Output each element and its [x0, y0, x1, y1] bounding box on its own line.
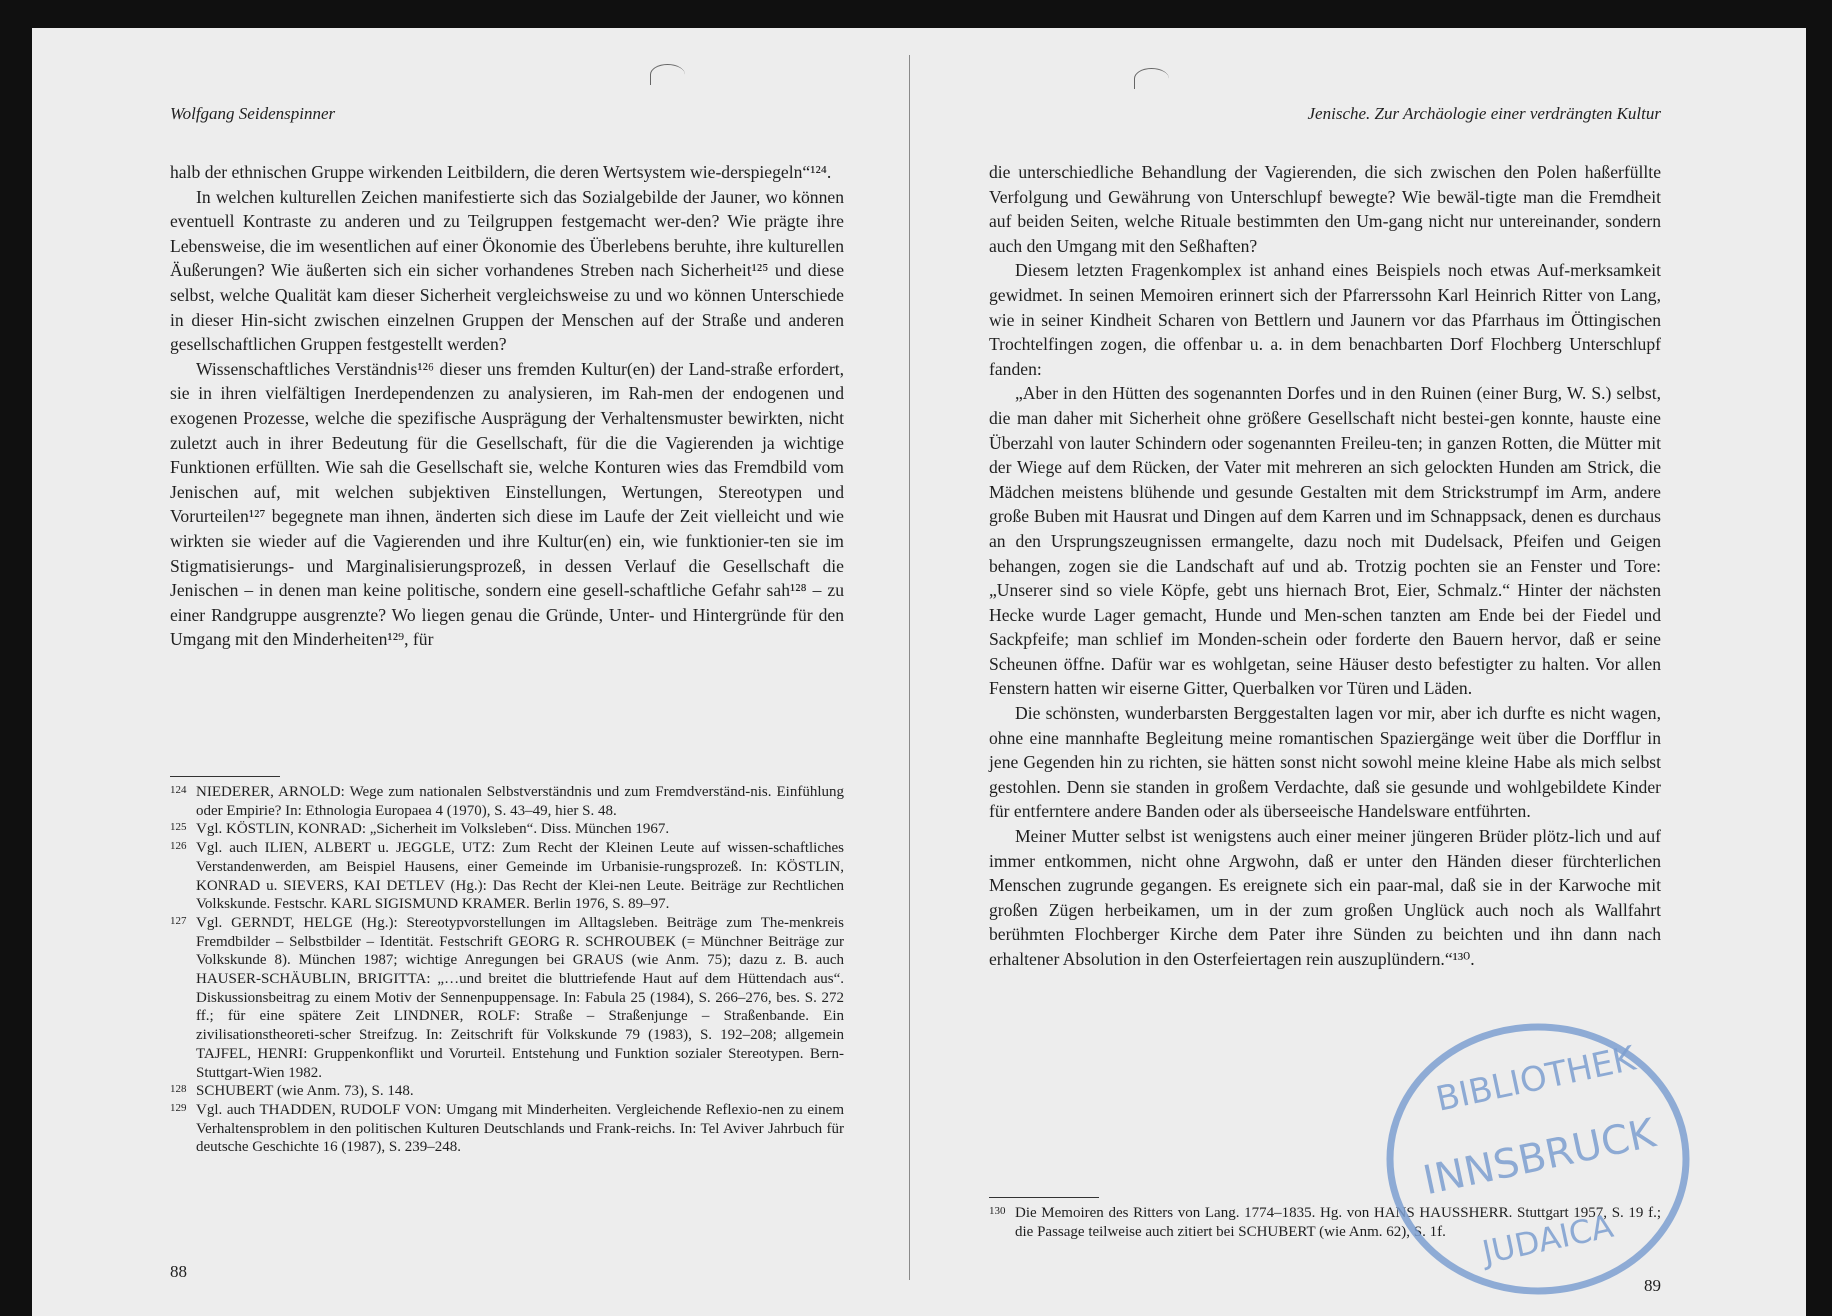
- footnote-rule: [170, 776, 280, 777]
- quotation-paragraph: Meiner Mutter selbst ist wenigstens auch einer meiner jüngeren Brüder plötz-lich und auf immer entkommen, nicht ohne Argwohn, daß er unter den Händen dieser fürchterlichen Menschen zugrunde gegangen. Es ereignete sich ein paar-mal, daß sie in der Karwoche mit großen Zügen herbeikamen, um in der zum großen Unglück auch noch als Wallfahrt berühmten Flochberger Kirche dem Pater ihre Sünden zu beichten und ihn dann nach erhaltener Absolution in den Osterfeiertagen rein auszuplündern.“¹³⁰.: [989, 826, 1661, 969]
- page-gutter: [909, 55, 910, 1280]
- footnote-number: 128: [170, 1083, 187, 1096]
- left-footnotes: [170, 783, 844, 1157]
- footnote-text: Vgl. KÖSTLIN, KONRAD: „Sicherheit im Volksleben“. Diss. München 1967.: [196, 821, 670, 838]
- footnote: [170, 914, 844, 1082]
- footnote-text: SCHUBERT (wie Anm. 73), S. 148.: [196, 1083, 414, 1100]
- footnote-text: NIEDERER, ARNOLD: Wege zum nationalen Selbstverständnis und zum Fremdverständ-nis. Einfühlung oder Empirie? In: Ethnologia Europaea 4 (1970), S. 43–49, hier S. 48.: [196, 784, 844, 819]
- footnote-text: Vgl. auch ILIEN, ALBERT u. JEGGLE, UTZ: Zum Recht der Kleinen Leute auf wissen-schaftliches Verstandenwerden, am Beispiel Hausens, einer Gemeinde im Urbanisie-rungsprozeß. In: KÖSTLIN, KONRAD u. SIEVERS, KAI DETLEV (Hg.): Das Recht der Klei-nen Leute. Beiträge zur Rechtlichen Volkskunde. Festschr. KARL SIGISMUND KRAMER. Berlin 1976, S. 89–97.: [196, 840, 844, 913]
- paragraph: halb der ethnischen Gruppe wirkenden Leitbildern, die deren Wertsystem wie-derspiegeln“¹²⁴.: [170, 162, 832, 182]
- punch-hole-mark: [1134, 68, 1169, 89]
- footnote: [170, 783, 844, 820]
- footnote-text: Vgl. auch THADDEN, RUDOLF VON: Umgang mit Minderheiten. Vergleichende Reflexio-nen zu einem Verhaltensproblem in den politischen Kulturen Deutschlands und Frank-reichs. In: Tel Aviver Jahrbuch für deutsche Geschichte 16 (1987), S. 239–248.: [196, 1101, 844, 1156]
- page-number: 89: [1644, 1276, 1661, 1295]
- left-body-text: [170, 160, 844, 652]
- footnote-number: 125: [170, 821, 187, 834]
- footnote-text: Die Memoiren des Ritters von Lang. 1774–1835. Hg. von HANS HAUSSHERR. Stuttgart 1957, S. 19 f.; die Passage teilweise auch zitiert bei SCHUBERT (wie Anm. 62), S. 1f.: [1015, 1205, 1661, 1240]
- footnote-number: 130: [989, 1205, 1006, 1217]
- stamp-text-bottom: JUDAICA: [1478, 1206, 1617, 1272]
- quotation-paragraph: „Aber in den Hütten des sogenannten Dorfes und in den Ruinen (einer Burg, W. S.) selbst, die man daher mit Sicherheit ohne größere Gesellschaft nicht bestei-gen konnte, hauste eine Überzahl von lauter Schindern oder sogenannten Freileu-ten; in ganzen Rotten, die Mütter mit der Wiege auf dem Rücken, der Vater mit mehreren an sich gelockten Hunden am Strick, die Mädchen meistens blühende und gesunde Gestalten mit dem Strickstrumpf im Arm, andere große Buben mit Hausrat und Dingen auf dem Karren und im Schnappsack, denen es durchaus an den Ursprungszeugnissen ermangelte, dazu noch mit Dudelsack, Pfeifen und Geigen behangen, zogen sie die Landschaft auf und ab. Trotzig pochten sie an Fenster und Tore: „Unserer sind so viele Köpfe, gebt uns hiernach Brot, Eier, Schmalz.“ Hinter der nächsten Hecke wurde Lager gemacht, Hunde und Men-schen tanzten am Ende bei der Fiedel und Sackpfeife; man schlief im Monden-schein oder forderte den Bauern hervor, daß er seine Scheunen öffne. Dafür war es wohlgetan, seine Häuser desto befestigter zu halten. Vor allen Fenstern hatten wir eiserne Gitter, Querbalken vor Türen und Läden.: [989, 383, 1661, 699]
- right-body-text: [989, 160, 1661, 972]
- quotation-paragraph: Die schönsten, wunderbarsten Berggestalten lagen vor mir, aber ich durfte es nicht wagen, ohne eine mannhafte Begleitung meine romantischen Spaziergänge weit über die Dorfflur in jene Gegenden hin zu richten, sie hätten sonst nicht sowohl meine kleine Habe als mich selbst gestohlen. Denn sie standen in großem Verdachte, daß sie gesunde und wohlgebildete Kinder für entferntere andere Banden oder als überseeische Handelsware entführten.: [989, 703, 1661, 822]
- footnote-number: 124: [170, 784, 187, 796]
- right-footnotes: [989, 1204, 1661, 1241]
- paragraph: die unterschiedliche Behandlung der Vagierenden, die sich zwischen den Polen haßerfüllte Verfolgung und Gewährung von Unterschlupf bewegte? Wie bewäl-tigte man die Fremdheit auf beiden Seiten, welche Rituale bestimmten den Um-gang nicht nur untereinander, sondern auch den Umgang mit den Seßhaften?: [989, 162, 1661, 256]
- footnote: [170, 1101, 844, 1157]
- paragraph: In welchen kulturellen Zeichen manifestierte sich das Sozialgebilde der Jauner, wo können eventuell Kontraste zu anderen und zu Teilgruppen festgemacht wer-den? Wie prägte ihre Lebensweise, die im wesentlichen auf einer Ökonomie des Überlebens beruhte, ihre kulturellen Äußerungen? Wie äußerten sich ein sicher vorhandenes Streben nach Sicherheit¹²⁵ und diese selbst, welche Qualität kam dieser Sicherheit vergleichsweise zu und wo können Unterschiede in dieser Hin-sicht zwischen einzelnen Gruppen der Menschen auf der Straße und anderen gesellschaftlichen Gruppen festgestellt werden?: [170, 186, 844, 355]
- footnote: [170, 1082, 844, 1101]
- stamp-text-top: BIBLIOTHEK: [1432, 1038, 1639, 1120]
- footnote: [170, 820, 844, 839]
- footnote: [170, 839, 844, 914]
- footnote-number: 129: [170, 1101, 187, 1114]
- running-head-author: Wolfgang Seidenspinner: [170, 104, 336, 123]
- footnote-rule: [989, 1197, 1099, 1198]
- footnote-number: 127: [170, 914, 187, 927]
- page-number: 88: [170, 1262, 187, 1281]
- stamp-text-center: INNSBRUCK: [1419, 1110, 1660, 1205]
- running-head-title: Jenische. Zur Archäologie einer verdrängten Kultur: [1307, 104, 1661, 123]
- footnote-number: 126: [170, 840, 187, 853]
- paragraph: Diesem letzten Fragenkomplex ist anhand eines Beispiels noch etwas Auf-merksamkeit gewidmet. In seinen Memoiren erinnert sich der Pfarrerssohn Karl Heinrich Ritter von Lang, wie in seiner Kindheit Scharen von Bettlern und Jaunern vor das Pfarrhaus im Öttingischen Trochtelfingen zogen, die offenbar u. a. in dem benachbarten Dorf Flochberg Unterschlupf fanden:: [989, 260, 1661, 379]
- paragraph: Wissenschaftliches Verständnis¹²⁶ dieser uns fremden Kultur(en) der Land-straße erfordert, sie in ihren vielfältigen Inerdependenzen zu analysieren, im Rah-men der endogenen und exogenen Prozesse, welche die spezifische Ausprägung der Verhaltensmuster bewirkten, nicht zuletzt auch in ihrer Bedeutung für die Gesellschaft, für die die Vagierenden ja wichtige Funktionen erfüllten. Wie sah die Gesellschaft sie, welche Konturen wies das Fremdbild vom Jenischen auf, mit welchen subjektiven Einstellungen, Wertungen, Stereotypen und Vorurteilen¹²⁷ begegnete man ihnen, änderten sich diese im Laufe der Zeit vielleicht und wie wirkten sie wieder auf die Vagierenden und ihre Kultur(en) ein, wie funktionier-ten sie im Stigmatisierungs- und Marginalisierungsprozeß, in dessen Verlauf die Gesellschaft die Jenischen – in denen man keine politische, sondern eine gesell-schaftliche Gefahr sah¹²⁸ – zu einer Randgruppe ausgrenzte? Wo liegen genau die Gründe, Unter- und Hintergründe für den Umgang mit den Minderheiten¹²⁹, für: [170, 358, 844, 650]
- footnote: [989, 1204, 1661, 1241]
- footnote-text: Vgl. GERNDT, HELGE (Hg.): Stereotypvorstellungen im Alltagsleben. Beiträge zum The-menkreis Fremdbilder – Selbstbilder – Identität. Festschrift GEORG R. SCHROUBEK (= Münchner Beiträge zur Volkskunde 8). München 1987; wichtige Anregungen bei GRAUS (wie Anm. 75); dazu z. B. auch HAUSER-SCHÄUBLIN, BRIGITTA: „…und breitet die bluttriefende Haut auf dem Hüttendach aus“. Diskussionsbeitrag zu einem Motiv der Sennenpuppensage. In: Fabula 25 (1984), S. 266–276, bes. S. 272 ff.; für eine spätere Zeit LINDNER, ROLF: Straße – Straßenjunge – Straßenbande. Ein zivilisationstheoreti-scher Streifzug. In: Zeitschrift für Volkskunde 79 (1983), S. 192–208; allgemein TAJFEL, HENRI: Gruppenkonflikt und Vorurteil. Entstehung und Funktion sozialer Stereotypen. Bern-Stuttgart-Wien 1982.: [196, 914, 844, 1081]
- punch-hole-mark: [650, 64, 685, 85]
